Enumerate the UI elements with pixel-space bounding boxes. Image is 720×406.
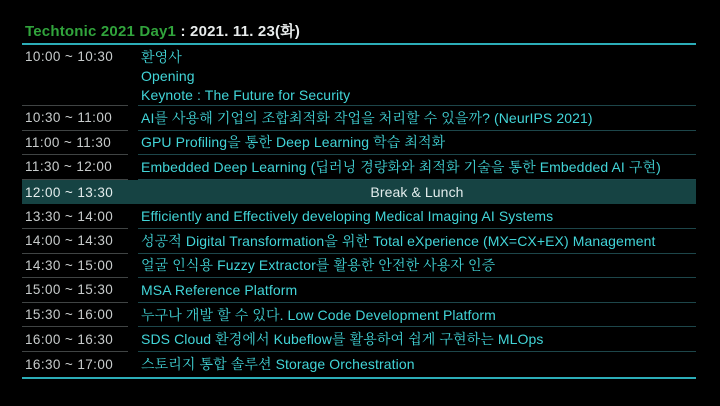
session-title-line: 스토리지 통합 솔루션 Storage Orchestration — [141, 356, 415, 373]
break-label: Break & Lunch — [370, 184, 464, 201]
session-title-line: Embedded Deep Learning (딥러닝 경량화와 최적화 기술을 통한 Embedded AI 구현) — [141, 158, 661, 175]
schedule-row — [22, 303, 696, 328]
session-title-line: 누구나 개발 할 수 있다. Low Code Development Platform — [141, 306, 496, 323]
schedule-row — [22, 106, 696, 131]
session-cell — [138, 131, 696, 156]
header-separator: : — [176, 23, 191, 40]
event-date: 2021. 11. 23(화) — [190, 23, 301, 40]
session-title-line: AI를 사용해 기업의 조합최적화 작업을 처리할 수 있을까? (NeurIPS 2021) — [141, 109, 593, 126]
event-title: Techtonic 2021 Day1 — [25, 23, 177, 40]
session-title-line: Keynote : The Future for Security — [141, 87, 351, 103]
session-cell — [138, 204, 696, 229]
session-title-line: 환영사 — [141, 49, 182, 65]
schedule-row — [22, 254, 696, 279]
time-cell: 13:30 ~ 14:00 — [22, 204, 128, 229]
break-label-cell — [138, 180, 696, 205]
schedule-row — [22, 131, 696, 156]
schedule-table — [22, 45, 696, 377]
time-cell: 15:00 ~ 15:30 — [22, 278, 128, 303]
schedule-row — [22, 352, 696, 377]
session-cell — [138, 106, 696, 131]
time-cell: 11:00 ~ 11:30 — [22, 131, 128, 156]
schedule-row — [22, 327, 696, 352]
session-title-line: SDS Cloud 환경에서 Kubeflow를 활용하여 쉽게 구현하는 MLOps — [141, 331, 544, 348]
time-cell: 16:30 ~ 17:00 — [25, 356, 114, 372]
session-cell — [138, 155, 696, 180]
time-cell: 12:00 ~ 13:30 — [25, 184, 114, 200]
session-title-line: 성공적 Digital Transformation을 위한 Total eXperience (MX=CX+EX) Management — [141, 232, 656, 249]
session-title-line: Opening — [141, 68, 195, 84]
session-title-line: Efficiently and Effectively developing Medical Imaging AI Systems — [141, 208, 554, 225]
session-title-line: 얼굴 인식용 Fuzzy Extractor를 활용한 안전한 사용자 인증 — [141, 257, 496, 274]
schedule-row — [22, 155, 696, 180]
time-cell: 14:30 ~ 15:00 — [22, 254, 128, 279]
bottom-divider — [22, 377, 696, 379]
session-cell — [138, 254, 696, 279]
time-cell: 10:30 ~ 11:00 — [22, 106, 128, 131]
schedule-slide — [22, 23, 696, 379]
slide-header — [22, 23, 696, 40]
time-cell: 11:30 ~ 12:00 — [22, 155, 128, 180]
session-cell — [138, 278, 696, 303]
schedule-row — [22, 278, 696, 303]
time-cell: 16:00 ~ 16:30 — [22, 327, 128, 352]
break-row — [22, 180, 696, 205]
session-cell — [138, 229, 696, 254]
session-cell — [138, 327, 696, 352]
schedule-row — [22, 204, 696, 229]
schedule-row — [22, 229, 696, 254]
session-title-line: GPU Profiling을 통한 Deep Learning 학습 최적화 — [141, 134, 446, 151]
time-cell: 10:00 ~ 10:30 — [22, 45, 128, 106]
schedule-row — [22, 45, 696, 106]
session-cell — [138, 45, 696, 106]
session-title-line: MSA Reference Platform — [141, 281, 298, 298]
time-cell: 15:30 ~ 16:00 — [22, 303, 128, 328]
session-cell — [138, 303, 696, 328]
time-cell: 14:00 ~ 14:30 — [22, 229, 128, 254]
session-cell — [138, 352, 696, 377]
